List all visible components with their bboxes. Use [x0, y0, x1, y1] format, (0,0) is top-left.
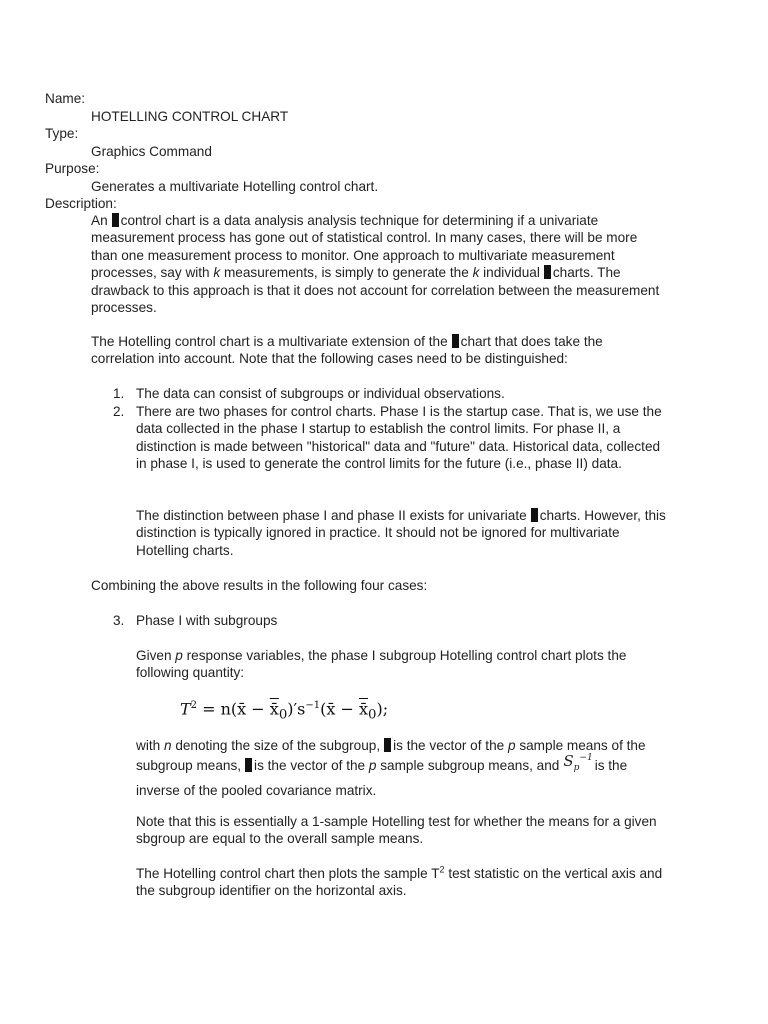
missing-glyph-icon	[544, 265, 551, 279]
final-paragraph: The Hotelling control chart then plots the sample $T^2$ test statistic on the vertical axis and the subgroup identifier on the horizontal axis.	[136, 864, 663, 899]
list-item-number: 3.	[113, 613, 125, 628]
missing-glyph-icon	[245, 758, 252, 772]
description-paragraph-2: The Hotelling control chart is a multivariate extension of the chart that does take the correlation into account. Note that the following cases need to be distinguished:	[91, 334, 603, 367]
missing-glyph-icon	[452, 334, 459, 348]
purpose-label: Purpose:	[45, 161, 100, 176]
list-item-number: 1.	[113, 386, 125, 401]
list-item: The data can consist of subgroups or individual observations.	[136, 386, 505, 401]
missing-glyph-icon	[531, 508, 538, 522]
definitions-paragraph: with n denoting the size of the subgroup, is the vector of the p sample means of the subgroup means, is the vector of the p sample subgroup means, and $S_p^{-1}$ is the inverse of the pooled covariance matrix.	[136, 738, 646, 798]
given-paragraph: Given p response variables, the phase I subgroup Hotelling control chart plots the following quantity:	[136, 648, 627, 681]
name-label: Name:	[45, 91, 86, 106]
command-name: HOTELLING CONTROL CHART	[91, 109, 289, 124]
note-paragraph: Note that this is essentially a 1-sample Hotelling test for whether the means for a given sbgroup are equal to the overall sample means.	[136, 814, 657, 847]
type-value: Graphics Command	[91, 144, 212, 159]
pooled-covariance-symbol: $S_p^{-1}$	[563, 752, 593, 774]
distinction-paragraph: The distinction between phase I and phase II exists for univariate charts. However, this distinction is typically ignored in practice. It should not be ignored for multivariate Hotelling charts.	[136, 508, 666, 558]
combining-paragraph: Combining the above results in the following four cases:	[91, 578, 428, 593]
description-label: Description:	[45, 196, 117, 211]
missing-glyph-icon	[384, 738, 391, 752]
list-item: There are two phases for control charts. Phase I is the startup case. That is, we use the data collected in the phase I startup to establish the control limits. For phase II, a distinction is made between "historical" data and "future" data. Historical data, collected in phase I, is used to generate the control limits for the future (i.e., phase II) data.	[136, 404, 662, 472]
hotelling-formula: $T^2$ = n(x̄ − $x̄_0)'s^{-1}(x̄$ − $x̄_0$);	[180, 699, 389, 723]
purpose-value: Generates a multivariate Hotelling control chart.	[91, 179, 379, 194]
list-item: Phase I with subgroups	[136, 613, 278, 628]
description-paragraph-1: An control chart is a data analysis analysis technique for determining if a univariate measurement process has gone out of statistical control. In many cases, there will be more than one measurement process to monitor. One approach to multivariate measurement processes, say with k measurements, is simply to generate the k individual charts. The drawback to this approach is that it does not account for correlation between the measurement processes.	[91, 213, 660, 316]
missing-glyph-icon	[112, 213, 119, 227]
list-item-number: 2.	[113, 404, 125, 419]
type-label: Type:	[45, 126, 79, 141]
